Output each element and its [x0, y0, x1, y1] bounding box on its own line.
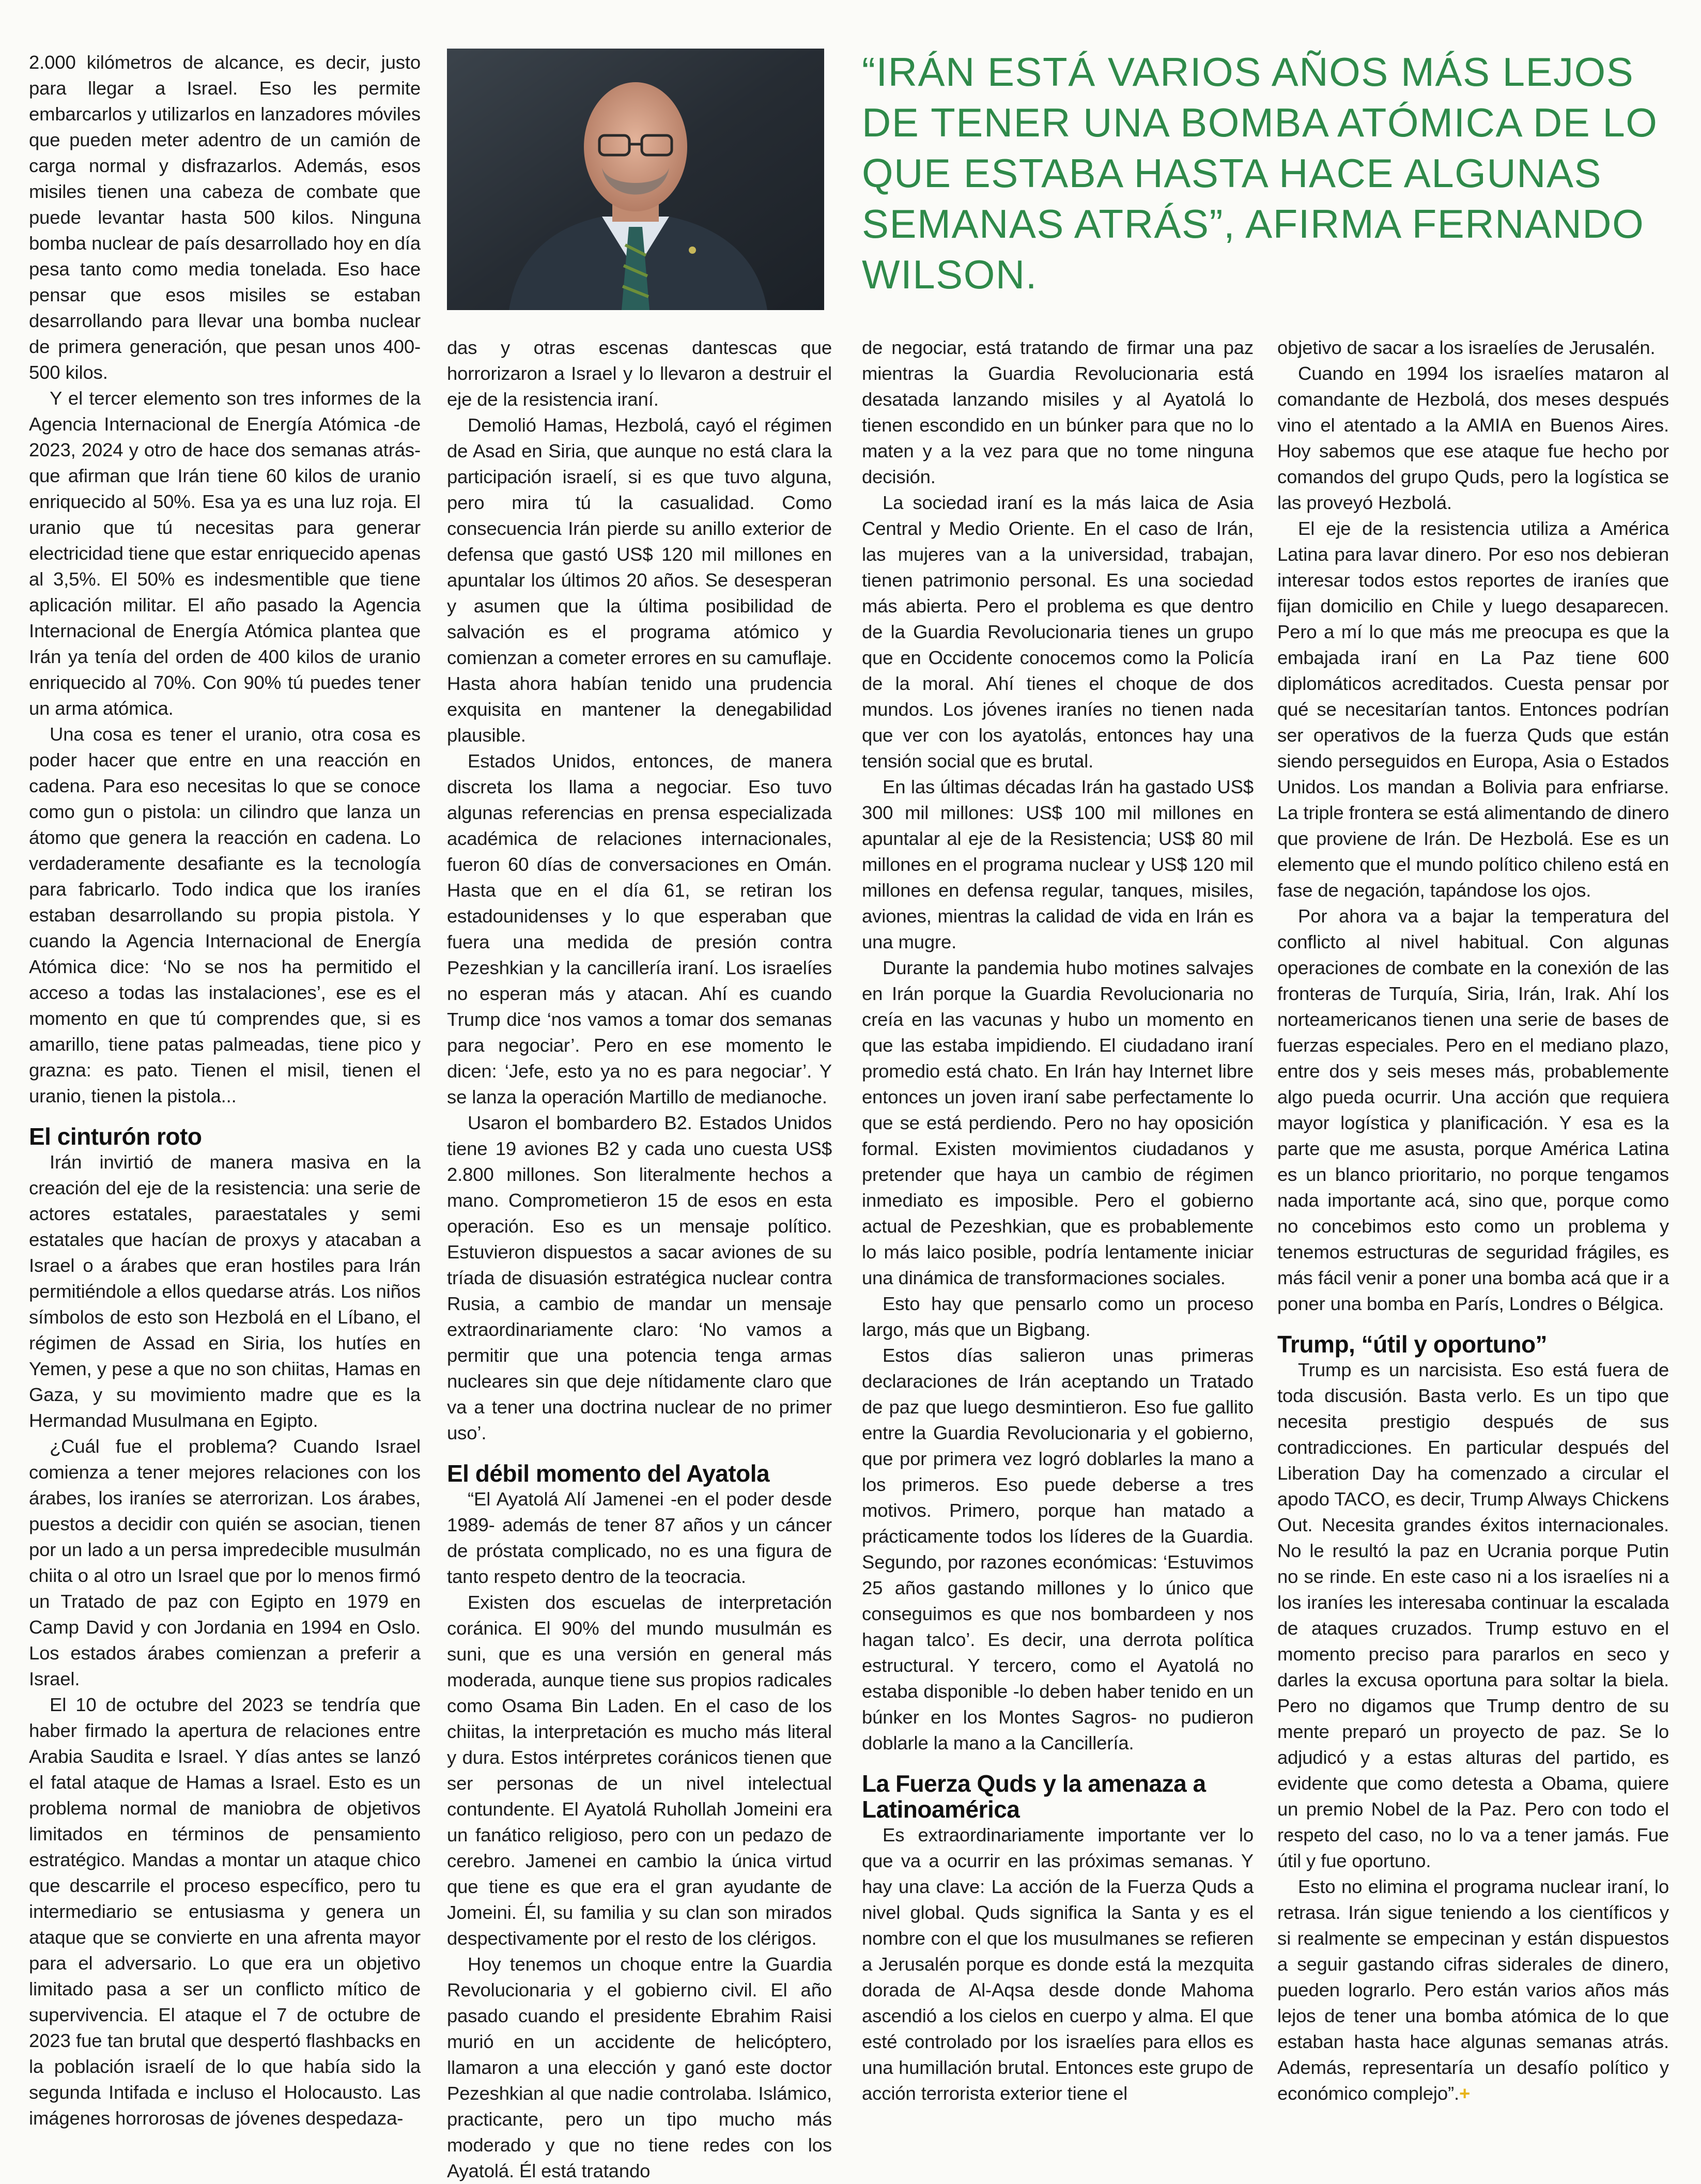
paragraph: Estados Unidos, entonces, de manera discreta los llama a negociar. Eso tuvo algunas referencias en prensa especializada académica de relaciones internacionales, fueron 60 días de conversaciones en Omán. Hasta que en el día 61, se retiran los estadounidenses y lo que esperaban que fuera una medida de presión contra Pezeshkian y la cancillería iraní. Los israelíes no esperan más y atacan. Ahí es cuando Trump dice ‘nos vamos a tomar dos semanas para negociar’. Pero en ese momento le dicen: ‘Jefe, esto ya no es para negociar’. Y se lanza la operación Martillo de medianoche.: [447, 750, 832, 1108]
article-column-4: [1277, 335, 1669, 2106]
section-heading: El cinturón roto: [29, 1123, 202, 1150]
paragraph: Y el tercer elemento son tres informes de la Agencia Internacional de Energía Atómica -de 2023, 2024 y otro de hace dos semanas atrás- que afirman que Irán tiene 60 kilos de uranio enriquecido al 50%. Esa ya es una luz roja. El uranio que tú necesitas para generar electricidad tiene que estar enriquecido apenas al 3,5%. El 50% es indesmentible que tiene aplicación militar. El año pasado la Agencia Internacional de Energía Atómica plantea que Irán ya tenía del orden de 400 kilos de uranio enriquecido al 70%. Con 90% tú puedes tener un arma atómica.: [29, 388, 421, 719]
paragraph: Demolió Hamas, Hezbolá, cayó el régimen de Asad en Siria, que aunque no está clara la participación israelí, si es que tuvo alguna, pero mira tú la casualidad. Como consecuencia Irán pierde su anillo exterior de defensa que gastó US$ 120 mil millones en apuntalar los últimos 20 años. Se desesperan y asumen que la última posibilidad de salvación es el programa atómico y comienzan a cometer errores en su camuflaje. Hasta ahora habían tenido una prudencia exquisita en mantener la denegabilidad plausible.: [447, 414, 832, 746]
paragraph: Existen dos escuelas de interpretación coránica. El 90% del mundo musulmán es suni, que es una versión en general más moderada, aunque tiene sus propios radicales como Osama Bin Laden. En el caso de los chiitas, la interpretación es mucho más literal y dura. Estos intérpretes coránicos tienen que ser personas de un nivel intelectual contundente. El Ayatolá Ruhollah Jomeini era un fanático religioso, pero con un pedazo de cerebro. Jamenei en cambio la única virtud que tiene es que era el gran ayudante de Jomeini. Él, su familia y su clan son mirados despectivamente por el resto de los clérigos.: [447, 1592, 832, 1949]
end-mark-icon: +: [1459, 2083, 1471, 2104]
paragraph: “El Ayatolá Alí Jamenei -en el poder desde 1989- además de tener 87 años y un cáncer de próstata complicado, no es una figura de tanto respeto dentro de la teocracia.: [447, 1488, 832, 1587]
portrait-illustration: [447, 49, 824, 310]
paragraph: [1277, 1874, 1669, 2106]
paragraph: Durante la pandemia hubo motines salvajes en Irán porque la Guardia Revolucionaria no creía en las vacunas y hubo un momento en que las estaba impidiendo. El ciudadano iraní promedio está chato. En Irán hay Internet libre entonces un joven iraní sabe perfectamente lo que se está perdiendo. Pero no hay oposición formal. Existen movimientos ciudadanos y pretender que haya un cambio de régimen inmediato es imposible. Pero el gobierno actual de Pezeshkian, que es probablemente lo más laico posible, podría lentamente iniciar una dinámica de transformaciones sociales.: [862, 957, 1254, 1288]
section-heading: La Fuerza Quds y la amenaza a Latinoamérica: [862, 1770, 1206, 1823]
paragraph: Es extraordinariamente importante ver lo que va a ocurrir en las próximas semanas. Y hay una clave: La acción de la Fuerza Quds a nivel global. Quds significa la Santa y es el nombre con el que los musulmanes se refieren a Jerusalén porque es donde está la mezquita dorada de Al-Aqsa desde donde Mahoma ascendió a los cielos en cuerpo y alma. El que esté controlado por los israelíes para ellos es una humillación brutal. Entonces este grupo de acción terrorista exterior tiene el: [862, 1824, 1254, 2104]
paragraph: Estos días salieron unas primeras declaraciones de Irán aceptando un Tratado de paz que luego desmintieron. Eso fue gallito entre la Guardia Revolucionaria y el gobierno, que por primera vez logró doblarles la mano a los primeros. Eso puede deberse a tres motivos. Primero, porque han matado a prácticamente todos los líderes de la Guardia. Segundo, por razones económicas: ‘Estuvimos 25 años gastando millones y lo único que conseguimos es que nos bombardeen y nos hagan talco’. Es decir, una derrota política estructural. Y tercero, como el Ayatolá no estaba disponible -lo deben haber tenido en un búnker en los Montes Sagros- no pudieron doblarle la mano a la Cancillería.: [862, 1345, 1254, 1754]
article-column-2: [447, 335, 832, 2184]
portrait-photo: [447, 49, 824, 310]
paragraph: objetivo de sacar a los israelíes de Jerusalén.: [1277, 337, 1656, 358]
paragraph: Esto hay que pensarlo como un proceso largo, más que un Bigbang.: [862, 1293, 1254, 1340]
paragraph-text: Esto no elimina el programa nuclear iraní, lo retrasa. Irán sigue teniendo a los científicos y si realmente se empecinan y están dispuestos a seguir gastando cifras siderales de dinero, pueden lograrlo. Pero están varios años más lejos de tener una bomba atómica de lo que estaban hasta hace algunas semanas atrás. Además, representaría un desafío político y económico complejo”.: [1277, 1876, 1669, 2104]
paragraph: Trump es un narcisista. Eso está fuera de toda discusión. Basta verlo. Es un tipo que necesita prestigio después de sus contradicciones. En particular después del Liberation Day ha comenzado a circular el apodo TACO, es decir, Trump Always Chickens Out. Necesita grandes éxitos internacionales. No le resultó la paz en Ucrania porque Putin no se rinde. En este caso ni a los israelíes ni a los iraníes les interesaba continuar la escalada de ataques cruzados. Trump estuvo en el momento preciso para pararlos en seco y darles la excusa oportuna para soltar la biela. Pero no digamos que Trump dentro de su mente preparó un proyecto de paz. Se lo adjudicó y a estas alturas del partido, es evidente que como detesta a Obama, quiere un premio Nobel de la Paz. Pero con todo el respeto del caso, no lo va a tener jamás. Fue útil y fue oportuno.: [1277, 1359, 1669, 1871]
paragraph: ¿Cuál fue el problema? Cuando Israel comienza a tener mejores relaciones con los árabes, los iraníes se aterrorizan. Los árabes, puestos a decidir con quién se asocian, tienen por un lado a un persa impredecible musulmán chiita o al otro un Israel que por lo menos firmó un Tratado de paz con Egipto en 1979 en Camp David y con Jordania en 1994 en Oslo. Los estados árabes comienzan a preferir a Israel.: [29, 1436, 421, 1689]
paragraph: de negociar, está tratando de firmar una paz mientras la Guardia Revolucionaria está desatada lanzando misiles y al Ayatolá lo tienen escondido en un búnker para que no lo maten y a la vez para que no tome ninguna decisión.: [862, 337, 1254, 487]
paragraph: Una cosa es tener el uranio, otra cosa es poder hacer que entre en una reacción en cadena. Para eso necesitas lo que se conoce como gun o pistola: un cilindro que lanza un átomo que genera la reacción en cadena. Lo verdaderamente desafiante es la tecnología para fabricarlo. Todo indica que los iraníes estaban desarrollando su propia pistola. Y cuando la Agencia Internacional de Energía Atómica dice: ‘No se nos ha permitido el acceso a todas las instalaciones’, ese es el momento en que tú comprendes que, si es amarillo, tiene patas palmeadas, tiene pico y grazna: es pato. Tienen el misil, tienen el uranio, tienen la pistola...: [29, 724, 421, 1106]
paragraph: das y otras escenas dantescas que horrorizaron a Israel y lo llevaron a destruir el eje de la resistencia iraní.: [447, 337, 832, 410]
paragraph: Usaron el bombardero B2. Estados Unidos tiene 19 aviones B2 y cada uno cuesta US$ 2.800 millones. Son literalmente hechos a mano. Comprometieron 15 de esos en esta operación. Eso es un mensaje político. Estuvieron dispuestos a sacar aviones de su tríada de disuasión estratégica nuclear contra Rusia, a cambio de mandar un mensaje extraordinariamente claro: ‘No vamos a permitir que una potencia tenga armas nucleares sin que deje nítidamente claro que va a tener una doctrina nuclear de no primer uso’.: [447, 1112, 832, 1443]
paragraph: En las últimas décadas Irán ha gastado US$ 300 mil millones: US$ 100 mil millones en apuntalar al eje de la Resistencia; US$ 80 mil millones en el programa nuclear y US$ 120 mil millones en defensa regular, tanques, misiles, aviones, mientras la calidad de vida en Irán es una mugre.: [862, 776, 1254, 952]
paragraph: Hoy tenemos un choque entre la Guardia Revolucionaria y el gobierno civil. El año pasado cuando el presidente Ebrahim Raisi murió en un accidente de helicóptero, llamaron a una elección y ganó este doctor Pezeshkian al que nadie controlaba. Islámico, practicante, pero un tipo mucho más moderado y que no tiene redes con los Ayatolá. Él está tratando: [447, 1954, 832, 2181]
paragraph: Por ahora va a bajar la temperatura del conflicto al nivel habitual. Con algunas operaciones de combate en la conexión de las fronteras de Turquía, Siria, Irán, Irak. Ahí los norteamericanos tienen una serie de bases de fuerzas especiales. Pero en el mediano plazo, entre dos y seis meses más, probablemente algo pueda ocurrir. Una acción que requiera mayor logística y planificación. Y esa es la parte que me asusta, porque América Latina es un blanco prioritario, no porque tengamos nada importante acá, sino que, porque como no concebimos esto como un problema y tenemos estructuras de seguridad frágiles, es más fácil venir a poner una bomba acá que ir a poner una bomba en París, Londres o Bélgica.: [1277, 905, 1669, 1314]
paragraph: 2.000 kilómetros de alcance, es decir, justo para llegar a Israel. Eso les permite embarcarlos y utilizarlos en lanzadores móviles que pueden meter adentro de un camión de carga normal y disfrazarlos. Además, esos misiles tienen una cabeza de combate que puede levantar hasta 500 kilos. Ninguna bomba nuclear de país desarrollado hoy en día pesa tanto como media tonelada. Eso hace pensar que esos misiles se estaban desarrollando para llevar una bomba nuclear de primera generación, que pesan unos 400-500 kilos.: [29, 52, 421, 383]
section-heading: El débil momento del Ayatola: [447, 1460, 770, 1487]
article-column-1: [29, 50, 421, 2131]
paragraph: El 10 de octubre del 2023 se tendría que haber firmado la apertura de relaciones entre Arabia Saudita e Israel. Y días antes se lanzó el fatal ataque de Hamas a Israel. Esto es un problema normal de maniobra de objetivos limitados en términos de pensamiento estratégico. Mandas a montar un ataque chico que descarrile el proceso específico, pero tu intermediario se entusiasma y genera un ataque que se convierte en una afrenta mayor para el adversario. Lo que era un objetivo limitado pasa a ser un conflicto mítico de supervivencia. El ataque el 7 de octubre de 2023 fue tan brutal que despertó flashbacks en la población israelí de lo que había sido la segunda Intifada e incluso el Holocausto. Las imágenes horrorosas de jóvenes despedaza-: [29, 1694, 421, 2129]
pull-quote: “IRÁN ESTÁ VARIOS AÑOS MÁS LEJOS DE TENER UNA BOMBA ATÓMICA DE LO QUE ESTABA HASTA HACE ALGUNAS SEMANAS ATRÁS”, AFIRMA FERNANDO WILSON.: [862, 49, 1658, 297]
paragraph: El eje de la resistencia utiliza a América Latina para lavar dinero. Por eso nos debieran interesar todos estos reportes de iraníes que fijan domicilio en Chile y luego desaparecen. Pero a mí lo que más me preocupa es que la embajada iraní en La Paz tiene 600 diplomáticos acreditados. Cuesta pensar por qué se necesitarían tantos. Entonces podrían ser operativos de la fuerza Quds que están siendo perseguidos en Europa, Asia o Estados Unidos. Los mandan a Bolivia para enfriarse. La triple frontera se está alimentando de dinero que proviene de Irán. De Hezbolá. Ese es un elemento que el mundo político chileno está en fase de negación, tapándose los ojos.: [1277, 518, 1669, 901]
paragraph: Cuando en 1994 los israelíes mataron al comandante de Hezbolá, dos meses después vino el atentado a la AMIA en Buenos Aires. Hoy sabemos que ese ataque fue hecho por comandos del grupo Quds, pero la logística se las proveyó Hezbolá.: [1277, 363, 1669, 513]
paragraph: Irán invirtió de manera masiva en la creación del eje de la resistencia: una serie de actores estatales, paraestatales y semi estatales que hacían de proxys y atacaban a Israel o a árabes que eran hostiles para Irán permitiéndole a ellos quedarse atrás. Los niños símbolos de esto son Hezbolá en el Líbano, el régimen de Assad en Siria, los hutíes en Yemen, y pese a que no son chiitas, Hamas en Gaza, y su movimiento madre que es la Hermandad Musulmana en Egipto.: [29, 1151, 421, 1431]
paragraph: La sociedad iraní es la más laica de Asia Central y Medio Oriente. En el caso de Irán, las mujeres van a la universidad, trabajan, tienen patrimonio personal. Es una sociedad más abierta. Pero el problema es que dentro de la Guardia Revolucionaria tienes un grupo que en Occidente conocemos como la Policía de la moral. Ahí tienes el choque de dos mundos. Los jóvenes iraníes no tienen nada que ver con los ayatolás, entonces hay una tensión social que es brutal.: [862, 492, 1254, 772]
article-column-3: [862, 335, 1254, 2106]
section-heading: Trump, “útil y oportuno”: [1277, 1331, 1548, 1358]
